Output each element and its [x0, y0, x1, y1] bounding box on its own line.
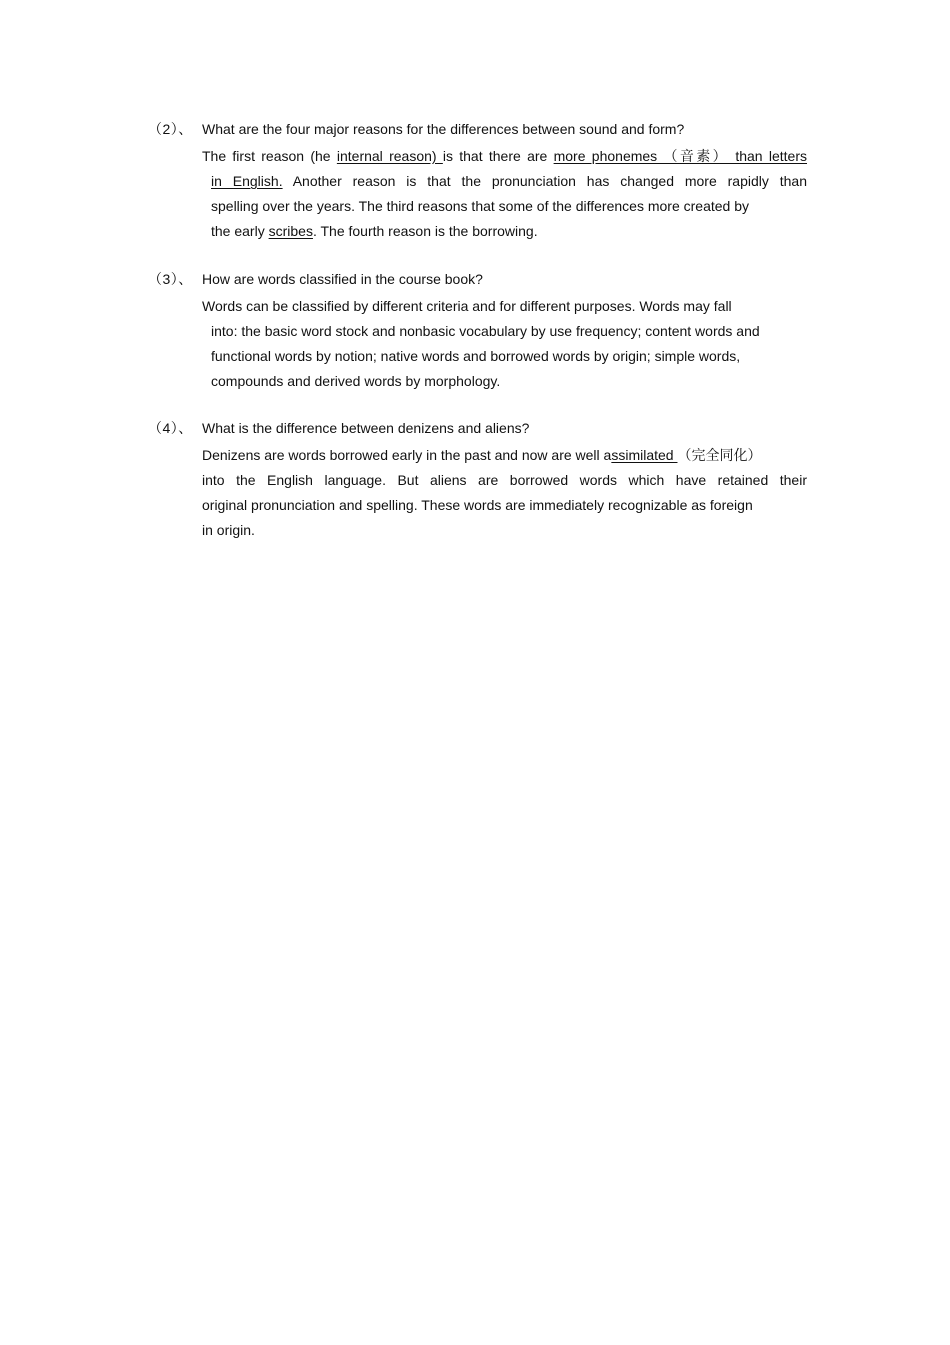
underlined-term: more phonemes （音素） than letters: [553, 148, 807, 164]
question-line: [148, 118, 818, 140]
answer-text: Another reason is that the pronunciation has changed more rapidly than: [282, 173, 808, 189]
question-text: What is the difference between denizens and aliens?: [202, 420, 530, 436]
answer-line: [202, 468, 807, 493]
answer-line: [202, 344, 807, 369]
question-number: （4）、: [148, 420, 193, 436]
answer-line: [202, 518, 807, 543]
answer-text: （完全同化）: [677, 447, 762, 463]
question-block-2: [148, 118, 818, 244]
question-number: （3）、: [148, 271, 193, 287]
answer-text: Denizens are words borrowed early in the past and now are well a: [202, 447, 612, 463]
question-line: [148, 268, 818, 290]
answer-line: [202, 443, 807, 468]
question-text: How are words classified in the course book?: [202, 271, 483, 287]
answer-text: in origin.: [202, 522, 255, 538]
question-block-3: [148, 268, 818, 394]
answer-text: into: the basic word stock and nonbasic vocabulary by use frequency; content words and: [211, 323, 760, 339]
answer-line: [202, 144, 807, 169]
underlined-term: in English.: [211, 173, 283, 189]
answer-text: The first reason (he: [202, 148, 337, 164]
answer-line: [202, 294, 807, 319]
answer-line: [202, 169, 807, 194]
answer-line: [202, 369, 807, 394]
answer-text: functional words by notion; native words and borrowed words by origin; simple words,: [211, 348, 741, 364]
underlined-term: internal reason): [336, 148, 443, 164]
question-line: [148, 417, 818, 439]
answer-line: [202, 219, 807, 244]
question-number: （2）、: [148, 121, 193, 137]
answer-line: [202, 194, 807, 219]
answer-paragraph: [202, 443, 807, 543]
answer-text: Words can be classified by different criteria and for different purposes. Words may fall: [202, 298, 732, 314]
answer-text: . The fourth reason is the borrowing.: [312, 223, 538, 239]
answer-line: [202, 493, 807, 518]
question-block-4: [148, 417, 818, 543]
answer-paragraph: [202, 144, 807, 244]
answer-text: compounds and derived words by morphology.: [211, 373, 501, 389]
answer-paragraph: [202, 294, 807, 394]
answer-text: spelling over the years. The third reasons that some of the differences more created by: [211, 198, 749, 214]
answer-text: into the English language. But aliens are borrowed words which have retained their: [202, 472, 807, 488]
answer-line: [202, 319, 807, 344]
answer-text: the early: [211, 223, 269, 239]
answer-text: is that there are: [442, 148, 554, 164]
answer-text: original pronunciation and spelling. These words are immediately recognizable as foreign: [202, 497, 753, 513]
underlined-term: scribes: [268, 223, 313, 239]
question-text: What are the four major reasons for the differences between sound and form?: [202, 121, 685, 137]
underlined-term: ssimilated: [611, 447, 678, 463]
